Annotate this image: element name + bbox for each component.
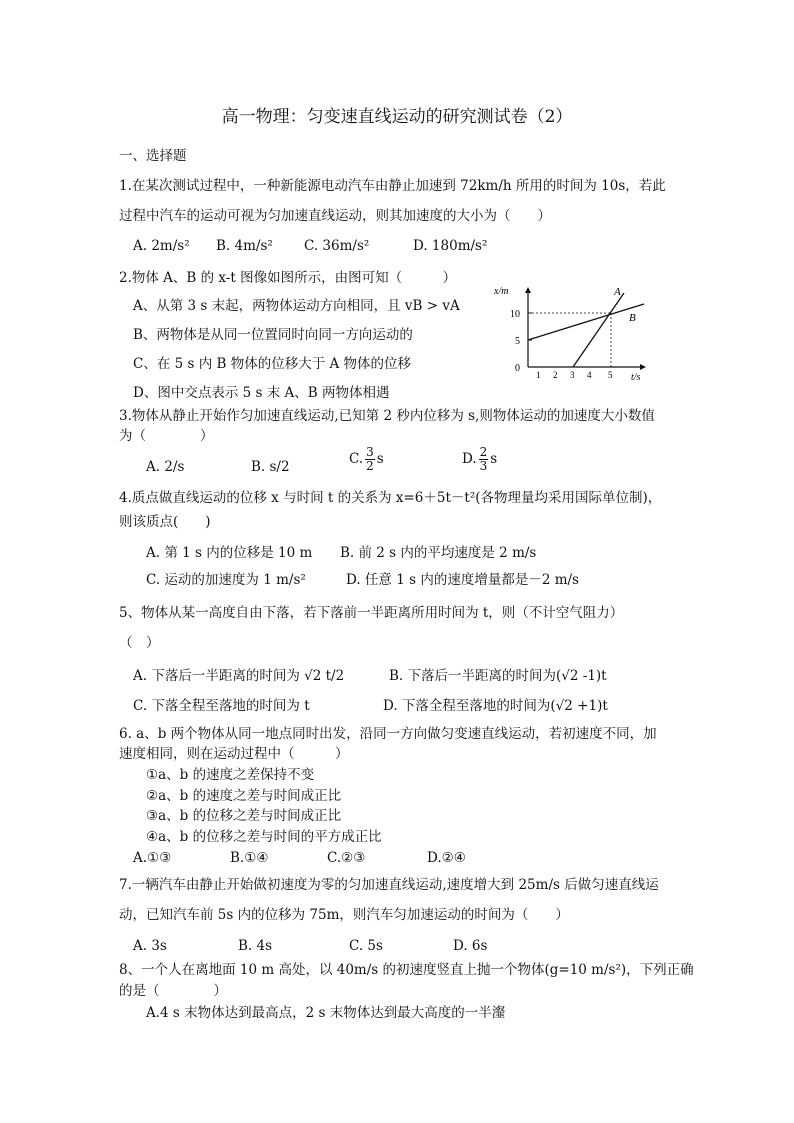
line-a — [573, 293, 624, 367]
q3-option-c: C. $\frac{3}{2}$ s — [349, 445, 384, 473]
q6-option-b: B.①④ — [230, 850, 269, 866]
q1-option-d: D. 180m/s² — [413, 238, 488, 254]
q1-stem-line1: 1.在某次测试过程中，一种新能源电动汽车由静止加速到 72km/h 所用的时间为 10s，若此 — [119, 178, 666, 194]
q4-option-c: C. 运动的加速度为 1 m/s² — [146, 572, 306, 588]
q1-option-a: A. 2m/s² — [133, 238, 190, 254]
q8-option-a: A.4 s 末物体达到最高点，2 s 末物体达到最大高度的一半瀣 — [146, 1005, 506, 1021]
x-t-graph — [490, 283, 650, 383]
q8-stem-line2: 的是（ ） — [119, 983, 227, 999]
q3-option-c-fraction: $\frac{3}{2}$ — [366, 445, 374, 473]
q3-option-d: D. $\frac{2}{3}$ s — [462, 445, 498, 473]
q2-option-a: A、从第 3 s 末起，两物体运动方向相同，且 vB > vA — [133, 298, 460, 314]
y-tick-10: 10 — [510, 309, 520, 320]
t-axis-arrow — [640, 364, 646, 370]
q5-option-d: D. 下落全程至落地的时间为(√2 +1)t — [383, 698, 608, 714]
q7-option-b: B. 4s — [238, 938, 273, 954]
q6-item-2: ②a、b 的速度之差与时间成正比 — [146, 788, 342, 804]
q6-option-a: A.①③ — [133, 850, 172, 866]
q5-option-a: A. 下落后一半距离的时间为 √2 t/2 — [133, 668, 345, 684]
q3-option-a: A. 2/s — [146, 459, 185, 475]
q1-option-c: C. 36m/s² — [304, 238, 370, 254]
page-title: 高一物理：匀变速直线运动的研究测试卷（2） — [221, 107, 573, 127]
x-axis-arrow — [525, 287, 531, 293]
q6-option-c: C.②③ — [327, 850, 366, 866]
q6-item-3: ③a、b 的位移之差与时间成正比 — [146, 808, 342, 824]
q5-option-c: C. 下落全程至落地的时间为 t — [133, 698, 310, 714]
q7-option-c: C. 5s — [349, 938, 383, 954]
y-tick-5: 5 — [515, 336, 520, 347]
q4-option-a: A. 第 1 s 内的位移是 10 m — [146, 545, 313, 561]
q4-option-d: D. 任意 1 s 内的速度增量都是－2 m/s — [346, 572, 579, 588]
q4-stem-line2: 则该质点( ) — [119, 514, 211, 530]
q1-stem-line2: 过程中汽车的运动可视为匀加速直线运动，则其加速度的大小为（ ） — [119, 208, 551, 224]
q6-option-d: D.②④ — [427, 850, 466, 866]
q3-stem-line2: 为（ ） — [119, 428, 214, 444]
q6-item-4: ④a、b 的位移之差与时间的平方成正比 — [146, 829, 382, 845]
line-b — [528, 304, 644, 340]
x-axis-label: t/s — [631, 372, 641, 383]
x-tick-5: 5 — [608, 370, 613, 380]
q5-stem-line1: 5、物体从某一高度自由下落，若下落前一半距离所用时间为 t，则（不计空气阻力） — [119, 605, 624, 621]
q7-stem-line2: 动，已知汽车前 5s 内的位移为 75m，则汽车匀加速运动的时间为（ ） — [119, 907, 569, 923]
q4-stem-line1: 4.质点做直线运动的位移 x 与时间 t 的关系为 x=6＋5t－t²(各物理量均采用国际单位制)， — [119, 490, 662, 506]
q3-option-d-fraction: $\frac{2}{3}$ — [479, 445, 488, 473]
q6-stem-line2: 速度相同，则在运动过程中（ ） — [119, 746, 349, 762]
q2-stem: 2.物体 A、B 的 x-t 图像如图所示，由图可知（ ） — [119, 270, 457, 286]
line-a-label: A — [614, 286, 621, 298]
q5-option-b: B. 下落后一半距离的时间为(√2 -1)t — [389, 668, 607, 684]
y-tick-0: 0 — [515, 363, 520, 374]
y-axis-label: x/m — [494, 286, 509, 297]
q7-option-d: D. 6s — [453, 938, 488, 954]
q2-option-c: C、在 5 s 内 B 物体的位移大于 A 物体的位移 — [133, 356, 412, 372]
q2-option-b: B、两物体是从同一位置同时向同一方向运动的 — [133, 327, 413, 343]
x-tick-3: 3 — [570, 370, 575, 380]
q6-item-1: ①a、b 的速度之差保持不变 — [146, 767, 315, 783]
q4-option-b: B. 前 2 s 内的平均速度是 2 m/s — [340, 545, 537, 561]
q7-stem-line1: 7.一辆汽车由静止开始做初速度为零的匀加速直线运动,速度增大到 25m/s 后做匀速直线运 — [119, 877, 659, 893]
q2-option-d: D、图中交点表示 5 s 末 A、B 两物体相遇 — [133, 385, 390, 401]
q5-stem-line2: （ ） — [119, 635, 160, 651]
q3-option-b: B. s/2 — [251, 459, 290, 475]
x-tick-4: 4 — [587, 370, 592, 380]
line-b-label: B — [629, 312, 636, 324]
q3-stem-line1: 3.物体从静止开始作匀加速直线运动,已知第 2 秒内位移为 s,则物体运动的加速度大小数值 — [119, 408, 655, 424]
q7-option-a: A. 3s — [133, 938, 167, 954]
x-tick-2: 2 — [553, 370, 558, 380]
x-tick-1: 1 — [536, 370, 541, 380]
q8-stem-line1: 8、一个人在离地面 10 m 高处，以 40m/s 的初速度竖直上抛一个物体(g=10 m/s²)，下列正确 — [119, 962, 694, 978]
section-heading: 一、选择题 — [119, 148, 187, 164]
q6-stem-line1: 6. a、b 两个物体从同一地点同时出发，沿同一方向做匀变速直线运动，若初速度不同，加 — [119, 726, 657, 742]
q1-option-b: B. 4m/s² — [216, 238, 273, 254]
